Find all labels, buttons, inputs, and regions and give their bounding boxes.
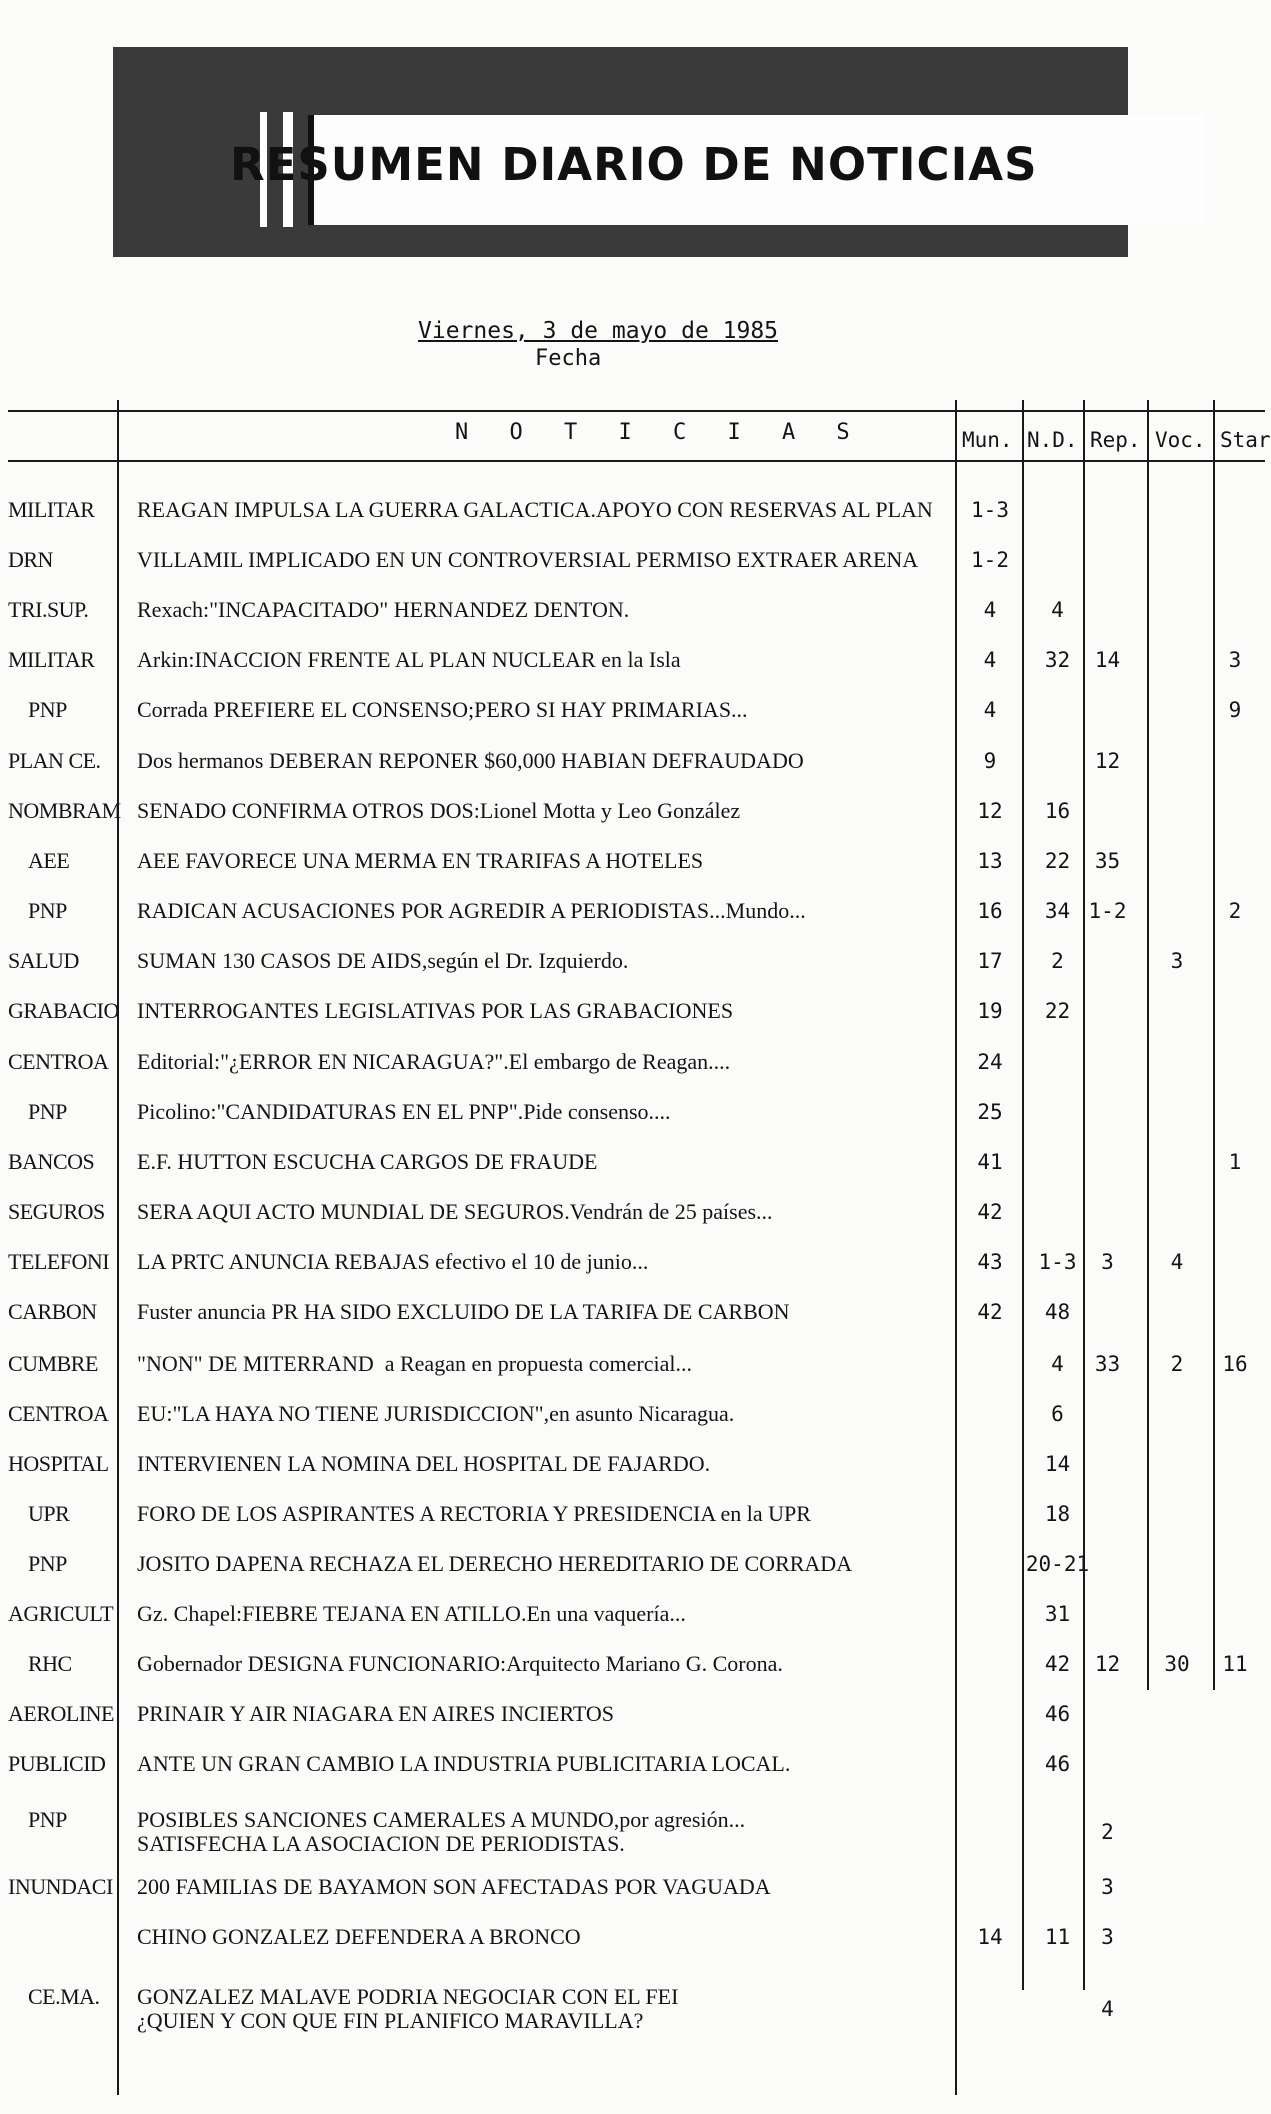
table-row	[0, 1808, 1265, 1854]
row-section: AGRICULT	[8, 1601, 114, 1626]
row-rep-page: 12	[1094, 749, 1121, 773]
row-nd-page: 32	[1044, 648, 1071, 672]
row-star-page: 11	[1222, 1652, 1248, 1676]
table-row	[0, 1652, 1265, 1698]
row-section: PLAN CE.	[8, 748, 101, 773]
row-mun-page: 4	[983, 648, 997, 672]
row-section: MILITAR	[8, 647, 95, 672]
row-headline: Rexach:"INCAPACITADO" HERNANDEZ DENTON.	[137, 597, 630, 622]
row-section: SALUD	[8, 948, 79, 973]
row-nd-page: 4	[1051, 598, 1064, 622]
table-row	[0, 1875, 1265, 1921]
row-section: NOMBRAM	[8, 798, 121, 823]
table-row	[0, 1050, 1265, 1096]
row-section: CENTROA	[8, 1049, 109, 1074]
row-section: PUBLICID	[8, 1751, 106, 1776]
row-headline: VILLAMIL IMPLICADO EN UN CONTROVERSIAL PERMISO EXTRAER ARENA	[137, 547, 919, 572]
row-star-page: 3	[1228, 648, 1242, 672]
row-headline: Gobernador DESIGNA FUNCIONARIO:Arquitecto Mariano G. Corona.	[137, 1651, 783, 1676]
table-row	[0, 698, 1265, 744]
row-section: UPR	[28, 1501, 70, 1526]
table-row	[0, 1352, 1265, 1398]
row-mun-page: 25	[977, 1100, 1003, 1124]
row-headline: Corrada PREFIERE EL CONSENSO;PERO SI HAY PRIMARIAS...	[137, 697, 748, 722]
row-headline: EU:"LA HAYA NO TIENE JURISDICCION",en asunto Nicaragua.	[137, 1401, 735, 1426]
row-mun-page: 13	[977, 849, 1003, 873]
column-header-voc: Voc.	[1155, 428, 1206, 452]
row-headline: REAGAN IMPULSA LA GUERRA GALACTICA.APOYO CON RESERVAS AL PLAN	[137, 497, 933, 522]
row-section: HOSPITAL	[8, 1451, 109, 1476]
row-mun-page: 14	[977, 1925, 1003, 1949]
row-headline: Arkin:INACCION FRENTE AL PLAN NUCLEAR en la Isla	[137, 647, 681, 672]
row-nd-page: 31	[1044, 1602, 1071, 1626]
row-mun-page: 19	[977, 999, 1003, 1023]
row-voc-page: 30	[1164, 1652, 1190, 1676]
row-headline: JOSITO DAPENA RECHAZA EL DERECHO HEREDITARIO DE CORRADA	[137, 1551, 853, 1576]
column-header-mun: Mun.	[962, 428, 1013, 452]
row-nd-page: 34	[1044, 899, 1071, 923]
row-mun-page: 16	[977, 899, 1003, 923]
row-nd-page: 2	[1051, 949, 1064, 973]
row-mun-page: 1-2	[971, 548, 1009, 572]
row-section: PNP	[28, 697, 67, 722]
row-star-page: 2	[1228, 899, 1242, 923]
row-rep-page: 2	[1101, 1820, 1114, 1844]
row-nd-page: 4	[1051, 1352, 1064, 1376]
table-row	[0, 1702, 1265, 1748]
table-row	[0, 598, 1265, 644]
table-row	[0, 1552, 1265, 1598]
table-row	[0, 1100, 1265, 1146]
row-section: CARBON	[8, 1299, 97, 1324]
table-row	[0, 1300, 1265, 1346]
row-voc-page: 4	[1170, 1250, 1184, 1274]
row-rep-page: 1-2	[1088, 899, 1127, 923]
row-star-page: 16	[1222, 1352, 1248, 1376]
row-headline: Fuster anuncia PR HA SIDO EXCLUIDO DE LA TARIFA DE CARBON	[137, 1299, 790, 1324]
row-nd-page: 48	[1044, 1300, 1071, 1324]
row-headline: GONZALEZ MALAVE PODRIA NEGOCIAR CON EL FEI ¿QUIEN Y CON QUE FIN PLANIFICO MARAVILLA?	[137, 1984, 679, 2033]
row-headline: LA PRTC ANUNCIA REBAJAS efectivo el 10 de junio...	[137, 1249, 649, 1274]
row-nd-page: 22	[1044, 999, 1071, 1023]
row-section: CE.MA.	[28, 1984, 100, 2009]
row-rep-page: 12	[1094, 1652, 1121, 1676]
row-headline: Editorial:"¿ERROR EN NICARAGUA?".El embargo de Reagan....	[137, 1049, 731, 1074]
row-headline: RADICAN ACUSACIONES POR AGREDIR A PERIODISTAS...Mundo...	[137, 898, 806, 923]
document-date: Viernes, 3 de mayo de 1985	[418, 318, 779, 344]
row-section: TRI.SUP.	[8, 597, 89, 622]
row-rep-page: 14	[1094, 648, 1121, 672]
table-top-rule	[8, 410, 1265, 412]
column-header-noticias: N O T I C I A S	[455, 420, 864, 445]
row-voc-page: 2	[1170, 1352, 1184, 1376]
row-voc-page: 3	[1170, 949, 1184, 973]
row-section: GRABACIO	[8, 998, 119, 1023]
row-nd-page: 11	[1044, 1925, 1071, 1949]
table-row	[0, 1502, 1265, 1548]
table-row	[0, 1150, 1265, 1196]
row-mun-page: 4	[983, 698, 997, 722]
row-headline: INTERROGANTES LEGISLATIVAS POR LAS GRABACIONES	[137, 998, 734, 1023]
row-section: AEE	[28, 848, 70, 873]
row-section: BANCOS	[8, 1149, 95, 1174]
row-section: PNP	[28, 1807, 67, 1832]
row-rep-page: 33	[1094, 1352, 1121, 1376]
table-row	[0, 648, 1265, 694]
table-row	[0, 1402, 1265, 1448]
row-nd-page: 42	[1044, 1652, 1071, 1676]
column-header-rep: Rep.	[1090, 428, 1141, 452]
row-section: AEROLINE	[8, 1701, 114, 1726]
row-headline: 200 FAMILIAS DE BAYAMON SON AFECTADAS POR VAGUADA	[137, 1874, 771, 1899]
row-mun-page: 42	[977, 1300, 1003, 1324]
row-headline: Dos hermanos DEBERAN REPONER $60,000 HABIAN DEFRAUDADO	[137, 748, 804, 773]
table-row	[0, 1925, 1265, 1971]
row-nd-page: 14	[1044, 1452, 1071, 1476]
row-nd-page: 46	[1044, 1702, 1071, 1726]
table-row	[0, 749, 1265, 795]
row-section: TELEFONI	[8, 1249, 110, 1274]
row-nd-page: 46	[1044, 1752, 1071, 1776]
row-mun-page: 43	[977, 1250, 1003, 1274]
row-headline: AEE FAVORECE UNA MERMA EN TRARIFAS A HOTELES	[137, 848, 704, 873]
row-section: PNP	[28, 1099, 67, 1124]
row-mun-page: 4	[983, 598, 997, 622]
table-row	[0, 498, 1265, 544]
row-section: RHC	[28, 1651, 72, 1676]
table-row	[0, 1452, 1265, 1498]
row-section: INUNDACI	[8, 1874, 113, 1899]
row-section: CUMBRE	[8, 1351, 98, 1376]
row-section: CENTROA	[8, 1401, 109, 1426]
row-headline: PRINAIR Y AIR NIAGARA EN AIRES INCIERTOS	[137, 1701, 615, 1726]
table-row	[0, 799, 1265, 845]
row-headline: CHINO GONZALEZ DEFENDERA A BRONCO	[137, 1924, 581, 1949]
row-rep-page: 3	[1101, 1875, 1114, 1899]
table-row	[0, 1752, 1265, 1798]
row-star-page: 1	[1228, 1150, 1242, 1174]
row-headline: FORO DE LOS ASPIRANTES A RECTORIA Y PRESIDENCIA en la UPR	[137, 1501, 811, 1526]
table-row	[0, 899, 1265, 945]
row-nd-page: 16	[1044, 799, 1071, 823]
date-label: Fecha	[535, 346, 602, 371]
row-mun-page: 1-3	[971, 498, 1009, 522]
row-headline: SENADO CONFIRMA OTROS DOS:Lionel Motta y Leo González	[137, 798, 741, 823]
row-nd-page: 1-3	[1038, 1250, 1077, 1274]
row-nd-page: 6	[1051, 1402, 1064, 1426]
row-nd-page: 18	[1044, 1502, 1071, 1526]
banner-stripe	[1198, 112, 1205, 227]
row-rep-page: 35	[1094, 849, 1121, 873]
row-mun-page: 24	[977, 1050, 1003, 1074]
row-headline: Picolino:"CANDIDATURAS EN EL PNP".Pide consenso....	[137, 1099, 671, 1124]
table-row	[0, 849, 1265, 895]
row-mun-page: 9	[983, 749, 997, 773]
table-row	[0, 1250, 1265, 1296]
row-section: MILITAR	[8, 497, 95, 522]
table-header-rule	[8, 460, 1265, 462]
row-section: SEGUROS	[8, 1199, 105, 1224]
row-nd-page: 22	[1044, 849, 1071, 873]
column-header-star: Star	[1220, 428, 1271, 452]
row-headline: INTERVIENEN LA NOMINA DEL HOSPITAL DE FAJARDO.	[137, 1451, 711, 1476]
row-section: PNP	[28, 898, 67, 923]
row-mun-page: 41	[977, 1150, 1003, 1174]
row-nd-page: 20-21	[1025, 1552, 1090, 1576]
row-headline: SERA AQUI ACTO MUNDIAL DE SEGUROS.Vendrán de 25 países...	[137, 1199, 773, 1224]
table-row	[0, 548, 1265, 594]
table-row	[0, 999, 1265, 1045]
row-star-page: 9	[1228, 698, 1242, 722]
banner-title: RESUMEN DIARIO DE NOTICIAS	[230, 138, 1038, 191]
column-header-nd: N.D.	[1027, 428, 1078, 452]
row-mun-page: 42	[977, 1200, 1003, 1224]
row-headline: SUMAN 130 CASOS DE AIDS,según el Dr. Izquierdo.	[137, 948, 629, 973]
row-rep-page: 3	[1101, 1250, 1114, 1274]
table-row	[0, 949, 1265, 995]
row-rep-page: 4	[1101, 1997, 1114, 2021]
row-headline: "NON" DE MITERRAND a Reagan en propuesta comercial...	[137, 1351, 692, 1376]
table-row	[0, 1602, 1265, 1648]
row-headline: E.F. HUTTON ESCUCHA CARGOS DE FRAUDE	[137, 1149, 598, 1174]
row-rep-page: 3	[1101, 1925, 1114, 1949]
row-headline: ANTE UN GRAN CAMBIO LA INDUSTRIA PUBLICITARIA LOCAL.	[137, 1751, 791, 1776]
table-row	[0, 1200, 1265, 1246]
table-row	[0, 1985, 1265, 2031]
row-headline: POSIBLES SANCIONES CAMERALES A MUNDO,por agresión... SATISFECHA LA ASOCIACION DE PERIODISTAS.	[137, 1807, 746, 1856]
row-headline: Gz. Chapel:FIEBRE TEJANA EN ATILLO.En una vaquería...	[137, 1601, 686, 1626]
row-mun-page: 17	[977, 949, 1003, 973]
row-section: PNP	[28, 1551, 67, 1576]
row-mun-page: 12	[977, 799, 1003, 823]
row-section: DRN	[8, 547, 53, 572]
